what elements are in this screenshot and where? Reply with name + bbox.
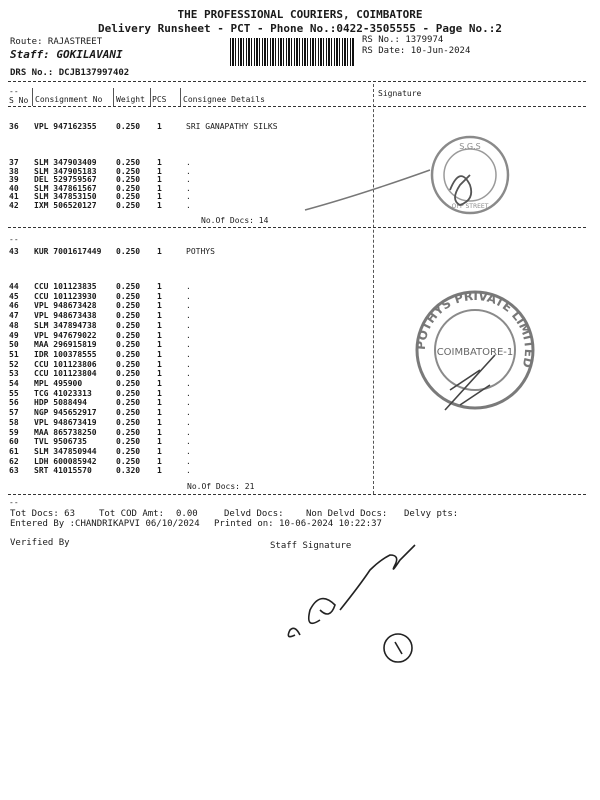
serial-number: 49 xyxy=(9,330,19,340)
col-header-consignment: Consignment No xyxy=(35,95,103,104)
serial-number: 45 xyxy=(9,291,19,301)
weight-value: 0.250 xyxy=(116,201,141,210)
non-delivered-docs: Non Delvd Docs: xyxy=(306,509,388,519)
pieces-count: 1 xyxy=(157,183,162,193)
consignee-details: . xyxy=(186,388,191,398)
consignee-details: . xyxy=(186,369,191,379)
printed-on: Printed on: 10-06-2024 10:22:37 xyxy=(214,519,382,529)
consignment-number: MAA 865738250 xyxy=(34,427,97,437)
consignment-number: SRT 41015570 xyxy=(34,466,92,476)
stamp-text: S.G.S xyxy=(459,142,481,151)
weight-value: 0.250 xyxy=(116,349,141,359)
weight-value: 0.250 xyxy=(116,330,141,340)
column-rule xyxy=(180,88,181,106)
consignee-details: . xyxy=(186,437,191,447)
divider xyxy=(8,227,586,228)
serial-number: 46 xyxy=(9,301,19,311)
consignee-details: . xyxy=(186,282,191,291)
consignment-number: MPL 495900 xyxy=(34,379,83,388)
column-rule xyxy=(150,88,151,106)
divider xyxy=(8,494,586,495)
consignment-number: SLM 347894738 xyxy=(34,320,97,330)
rs-date: RS Date: 10-Jun-2024 xyxy=(362,46,471,56)
pieces-count: 1 xyxy=(157,427,162,437)
weight-value: 0.250 xyxy=(116,398,141,408)
total-cod-value: 0.00 xyxy=(176,509,198,519)
pieces-count: 1 xyxy=(157,369,162,379)
serial-number: 60 xyxy=(9,437,19,447)
pieces-count: 1 xyxy=(157,192,162,202)
serial-number: 39 xyxy=(9,175,19,185)
consignment-number: IXM 506520127 xyxy=(34,201,97,210)
docs-count: No.Of Docs: 14 xyxy=(201,216,269,225)
consignee-details: . xyxy=(186,349,191,359)
consignment-number: CCU 101123835 xyxy=(34,282,97,291)
consignment-number: SLM 347903409 xyxy=(34,158,97,167)
pieces-count: 1 xyxy=(157,388,162,398)
serial-number: 48 xyxy=(9,320,19,330)
weight-value: 0.250 xyxy=(116,408,141,418)
serial-number: 53 xyxy=(9,369,19,379)
serial-number: 40 xyxy=(9,183,19,193)
pieces-count: 1 xyxy=(157,340,162,350)
col-header-pcs: PCS xyxy=(152,95,167,104)
weight-value: 0.250 xyxy=(116,359,141,369)
drs-number: DRS No.: DCJB137997402 xyxy=(10,68,130,78)
pieces-count: 1 xyxy=(157,349,162,359)
stamp-text: POTHYS PRIVATE LIMITED xyxy=(413,288,537,370)
company-title: THE PROFESSIONAL COURIERS, COIMBATORE xyxy=(177,8,423,21)
consignee-details: . xyxy=(186,183,191,193)
column-rule xyxy=(32,88,33,106)
consignment-number: TVL 9506735 xyxy=(34,437,87,447)
serial-number: 61 xyxy=(9,446,19,456)
weight-value: 0.250 xyxy=(116,291,141,301)
consignment-number: SLM 347850944 xyxy=(34,446,97,456)
weight-value: 0.250 xyxy=(116,311,141,321)
serial-number: 56 xyxy=(9,398,19,408)
serial-number: 44 xyxy=(9,282,19,291)
barcode-icon xyxy=(230,38,355,66)
runsheet-subtitle: Delivery Runsheet - PCT - Phone No.:0422-3505555 - Page No.:2 xyxy=(98,22,502,35)
consignment-number: VPL 948673438 xyxy=(34,311,97,321)
signature-column-rule xyxy=(373,84,374,494)
serial-number: 54 xyxy=(9,379,19,388)
consignee-details: . xyxy=(186,311,191,321)
serial-number: 59 xyxy=(9,427,19,437)
consignment-number: VPL 947679022 xyxy=(34,330,97,340)
consignee-details: . xyxy=(186,201,191,210)
consignment-number: TCG 41023313 xyxy=(34,388,92,398)
row-separator: -- xyxy=(9,498,19,507)
weight-value: 0.250 xyxy=(116,158,141,167)
weight-value: 0.250 xyxy=(116,379,141,388)
consignment-number: DEL 529759567 xyxy=(34,175,97,185)
rs-number: RS No.: 1379974 xyxy=(362,35,444,45)
consignee-details: . xyxy=(186,408,191,418)
weight-value: 0.250 xyxy=(116,192,141,202)
consignee-details: . xyxy=(186,320,191,330)
consignment-number: VPL 948673428 xyxy=(34,301,97,311)
pieces-count: 1 xyxy=(157,456,162,466)
pieces-count: 1 xyxy=(157,359,162,369)
consignee-details: . xyxy=(186,446,191,456)
entered-by: Entered By :CHANDRIKAPVI 06/10/2024 xyxy=(10,519,200,529)
consignee-details: . xyxy=(186,301,191,311)
pen-stroke-icon xyxy=(300,150,500,220)
consignee-details: . xyxy=(186,192,191,202)
staff-label: Staff: GOKILAVANI xyxy=(10,48,123,61)
pieces-count: 1 xyxy=(157,330,162,340)
consignee-details: . xyxy=(186,379,191,388)
divider xyxy=(8,81,586,82)
pieces-count: 1 xyxy=(157,201,162,210)
pieces-count: 1 xyxy=(157,291,162,301)
serial-number: 38 xyxy=(9,166,19,176)
col-header-signature: Signature xyxy=(378,89,422,98)
col-header-weight: Weight xyxy=(116,95,145,104)
consignee-details: . xyxy=(186,175,191,185)
delivered-docs: Delvd Docs: xyxy=(224,509,284,519)
consignment-number: VPL 948673419 xyxy=(34,417,97,427)
weight-value: 0.250 xyxy=(116,427,141,437)
column-rule xyxy=(113,88,114,106)
weight-value: 0.250 xyxy=(116,437,141,447)
pieces-count: 1 xyxy=(157,446,162,456)
col-header-sno-text: S No xyxy=(9,96,29,105)
pieces-count: 1 xyxy=(157,398,162,408)
serial-number: 55 xyxy=(9,388,19,398)
consignee-details: . xyxy=(186,398,191,408)
consignee-details: . xyxy=(186,166,191,176)
serial-number: 62 xyxy=(9,456,19,466)
staff-signature-icon xyxy=(275,540,445,670)
weight-value: 0.250 xyxy=(116,183,141,193)
consignee-details: . xyxy=(186,291,191,301)
consignment-number: LDH 600085942 xyxy=(34,456,97,466)
consignee-details: . xyxy=(186,427,191,437)
serial-number: 37 xyxy=(9,158,19,167)
serial-number: 52 xyxy=(9,359,19,369)
weight-value: 0.250 xyxy=(116,340,141,350)
consignee-details: . xyxy=(186,359,191,369)
weight-value: 0.250 xyxy=(116,369,141,379)
pieces-count: 1 xyxy=(157,379,162,388)
serial-number: 51 xyxy=(9,349,19,359)
pieces-count: 1 xyxy=(157,408,162,418)
pieces-count: 1 xyxy=(157,301,162,311)
consignment-number: NGP 945652917 xyxy=(34,408,97,418)
pieces-count: 1 xyxy=(157,417,162,427)
weight-value: 0.250 xyxy=(116,175,141,185)
consignment-number: HDP 5088494 xyxy=(34,398,87,408)
consignee-details: . xyxy=(186,330,191,340)
pieces-count: 1 xyxy=(157,282,162,291)
pieces-count: 1 xyxy=(157,311,162,321)
pieces-count: 1 xyxy=(157,175,162,185)
weight-value: 0.250 xyxy=(116,446,141,456)
consignment-number: IDR 100378555 xyxy=(34,349,97,359)
weight-value: 0.250 xyxy=(116,320,141,330)
weight-value: 0.250 xyxy=(116,166,141,176)
serial-number: 41 xyxy=(9,192,19,202)
route-label: Route: RAJASTREET xyxy=(10,37,103,47)
row-separator: -- xyxy=(9,235,19,244)
consignment-number: SLM 347905183 xyxy=(34,166,97,176)
weight-value: 0.250 xyxy=(116,301,141,311)
divider xyxy=(8,106,586,107)
weight-value: 0.250 xyxy=(116,417,141,427)
serial-number: 63 xyxy=(9,466,19,476)
consignee-details: . xyxy=(186,158,191,167)
consignment-number: MAA 296915819 xyxy=(34,340,97,350)
consignment-number: CCU 101123804 xyxy=(34,369,97,379)
col-header-sno: -- xyxy=(9,87,19,96)
docs-count: No.Of Docs: 21 xyxy=(187,482,255,491)
weight-value: 0.250 xyxy=(116,456,141,466)
col-header-details: Consignee Details xyxy=(183,95,265,104)
stamp-text: OPP STREET xyxy=(451,203,489,210)
delivery-points: Delvy pts: xyxy=(404,509,459,519)
total-docs: Tot Docs: 63 xyxy=(10,509,76,519)
consignment-number: SLM 347861567 xyxy=(34,183,97,193)
pieces-count: 1 xyxy=(157,437,162,447)
pieces-count: 1 xyxy=(157,320,162,330)
consignee-details: . xyxy=(186,466,191,476)
consignment-number: CCU 101123930 xyxy=(34,291,97,301)
serial-number: 42 xyxy=(9,201,19,210)
serial-number: 47 xyxy=(9,311,19,321)
weight-value: 0.250 xyxy=(116,282,141,291)
consignee-details: . xyxy=(186,340,191,350)
weight-value: 0.250 xyxy=(116,388,141,398)
pen-scribble-icon xyxy=(440,350,500,420)
serial-number: 50 xyxy=(9,340,19,350)
pieces-count: 1 xyxy=(157,158,162,167)
consignment-number: SLM 347853150 xyxy=(34,192,97,202)
staff-signature-label: Staff Signature xyxy=(270,541,352,551)
serial-number: 58 xyxy=(9,417,19,427)
stamp-text: COIMBATORE-1 xyxy=(436,347,514,358)
weight-value: 0.320 xyxy=(116,466,141,476)
verified-by: Verified By xyxy=(10,538,70,548)
pieces-count: 1 xyxy=(157,466,162,476)
consignment-number: CCU 101123806 xyxy=(34,359,97,369)
consignee-details: . xyxy=(186,417,191,427)
serial-number: 57 xyxy=(9,408,19,418)
pieces-count: 1 xyxy=(157,166,162,176)
total-cod-label: Tot COD Amt: xyxy=(99,509,165,519)
consignee-details: . xyxy=(186,456,191,466)
